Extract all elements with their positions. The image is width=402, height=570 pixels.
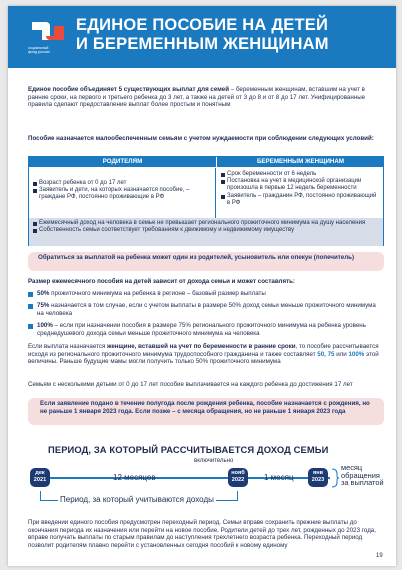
transition-paragraph: При введении единого пособия предусмотрен переходный период. Семьи вправе сохранить прежние выплаты до окончания периода их назначения или перейти на новое пособие. Родители детей до трех лет, рожденных до 2023 года, вправе получать выплаты по старым правилам до наступления трехлетнего возраста ребенка. Переходный период позволит родителям плавно перейти с установленных сегодня пособий к новому единому	[28, 519, 376, 549]
apply-note-text: Обратиться за выплатой на ребенка может один из родителей, усыновитель или опекун (попечитель)	[38, 254, 355, 261]
rate-100-pct: 100%	[37, 322, 53, 329]
parents-column	[29, 168, 216, 218]
page-number: 19	[376, 553, 383, 559]
rate-item-100	[37, 322, 382, 337]
pregnant-item-1: Срок беременности от 6 недель	[227, 171, 317, 177]
pregnant-paragraph	[28, 343, 384, 366]
bullet-icon	[33, 182, 37, 186]
apply-month-line1: месяц	[341, 463, 363, 472]
one-month-label: 1 месяц	[264, 473, 294, 482]
intro-paragraph	[28, 86, 384, 109]
common-item-2: Собственность семьи соответствует требованиям к движимому и недвижимому имуществу	[39, 227, 295, 234]
sep-comma: ,	[324, 350, 328, 358]
period-label: Период, за который учитываются доходы	[60, 495, 214, 504]
conditions-table	[28, 156, 384, 246]
apply-month-line3: за выплатой	[341, 478, 384, 488]
bullet-icon	[221, 195, 225, 199]
inclusive-label: включительно	[194, 458, 234, 464]
timeline-jan-pill	[308, 468, 328, 487]
logo-caption-line2: фонд россии	[28, 50, 50, 54]
rate-item-75	[37, 302, 382, 317]
bullet-icon	[221, 173, 225, 177]
twelve-months-label: 12 месяцев	[113, 473, 156, 482]
start-year: 2021	[33, 476, 47, 483]
table-header-pregnant: БЕРЕМЕННЫМ ЖЕНЩИНАМ	[217, 157, 384, 167]
bullet-icon	[33, 222, 37, 226]
list-item	[33, 220, 379, 227]
rate-50-pct: 50%	[37, 290, 50, 297]
intro-rest: – беременным женщинам, вставшим на учет в ранние сроки, на первого и третьего ребенка до 3 лет, а также на детей от 3 до 8 и от 8 до 17 лет. Унифицированные правила сделают предоставление выплат более простым и понятным	[28, 86, 366, 109]
list-item	[221, 193, 380, 207]
list-item	[221, 178, 380, 192]
apply-note-box	[28, 252, 384, 271]
bracket-icon	[330, 468, 340, 488]
pregnant-item-3: Заявитель – гражданин РФ, постоянно проживающий в РФ	[227, 192, 377, 206]
apply-month-line2: обращения	[341, 470, 380, 480]
pregnant-column	[217, 168, 384, 218]
value-50: 50	[317, 350, 325, 358]
pregnant-item-2: Постановка на учет в медицинской организации произошла в первые 12 недель беременности	[227, 178, 362, 192]
page-title	[76, 16, 386, 54]
jan-month: янв	[312, 470, 324, 476]
logo-icon	[28, 18, 68, 44]
jan-year: 2023	[311, 476, 325, 483]
common-item-1: Ежемесячный доход на человека в семье не превышает регионального прожиточного минимума на душу населения	[39, 220, 366, 226]
common-conditions	[29, 218, 383, 246]
sfr-logo	[28, 18, 72, 58]
timeline-nov-pill	[228, 468, 248, 487]
page	[8, 6, 396, 566]
title-line-2: И БЕРЕМЕННЫМ ЖЕНЩИНАМ	[76, 35, 329, 53]
list-item	[33, 187, 211, 201]
pregnant-p3: этой величины. Раньше будущие мамы могли получить только 50% прожиточного минимума	[28, 350, 379, 366]
multi-children-note: Семьям с несколькими детьми от 0 до 17 лет пособие выплачивается на каждого ребенка до достижения 17 лет	[28, 381, 353, 388]
start-month: дек	[35, 470, 45, 476]
bullet-icon	[28, 292, 33, 297]
pregnant-p1: Если выплата назначается	[28, 343, 108, 350]
rate-item-50	[37, 290, 382, 298]
nov-month: нояб	[231, 470, 245, 476]
title-line-1: ЕДИНОЕ ПОСОБИЕ НА ДЕТЕЙ	[76, 16, 329, 34]
logo-caption-line1: социальный	[28, 46, 49, 50]
timeline-start-pill	[30, 468, 50, 487]
bullet-icon	[28, 324, 33, 329]
bullet-icon	[28, 304, 33, 309]
rate-50-text: прожиточного минимума на ребенка в регионе – базовый размер выплаты	[49, 290, 266, 297]
parents-item-1: Возраст ребенка от 0 до 17 лет	[39, 180, 127, 186]
pregnant-bold: женщине, вставшей на учет по беременности в ранние сроки	[107, 343, 296, 350]
bullet-icon	[221, 180, 225, 184]
deadline-note-text: Если заявление подано в течение полугода после рождения ребенка, пособие назначается с рождения, но не раньше 1 января 2023 года. Если позже – с месяца обращения, но не раньше 1 января 2023 года	[40, 400, 370, 415]
value-100: 100%	[348, 350, 365, 358]
rate-100-text: – если при назначении пособия в размере 75% регионального прожиточного минимума на ребенка уровень среднедушевого дохода семьи меньше прожиточного минимума на человека	[37, 322, 366, 337]
conditions-heading: Пособие назначается малообеспеченным семьям с учетом нуждаемости при соблюдении следующих условий:	[28, 135, 374, 142]
rate-75-pct: 75%	[37, 302, 50, 309]
list-item	[33, 180, 211, 187]
intro-bold: Единое пособие объединяет 5 существующих выплат для семей	[28, 86, 230, 93]
parents-item-2: Заявитель и дети, на которых назначается пособие, – граждане РФ, постоянно проживающие в РФ	[39, 187, 190, 201]
list-item	[33, 227, 379, 234]
rate-75-text: назначается в том случае, если с учетом выплаты в размере 50% доход семьи меньше прожиточного минимума на человека	[37, 302, 376, 317]
period-title: ПЕРИОД, ЗА КОТОРЫЙ РАССЧИТЫВАЕТСЯ ДОХОД СЕМЬИ	[48, 444, 329, 455]
value-75: 75	[327, 350, 335, 358]
deadline-note-box	[28, 398, 384, 425]
bullet-icon	[33, 229, 37, 233]
size-heading: Размер ежемесячного пособия на детей зависит от дохода семьи и может составлять:	[28, 278, 295, 285]
sep-or: или	[334, 350, 349, 358]
table-header-parents: РОДИТЕЛЯМ	[29, 157, 216, 167]
nov-year: 2022	[231, 476, 245, 483]
header-banner	[8, 6, 396, 68]
logo-caption	[28, 46, 72, 54]
bullet-icon	[33, 189, 37, 193]
pregnant-p2: , то пособие рассчитывается исходя из регионального прожиточного минимума трудоспособного гражданина и также составляет	[28, 343, 379, 358]
apply-month-label	[341, 464, 384, 487]
